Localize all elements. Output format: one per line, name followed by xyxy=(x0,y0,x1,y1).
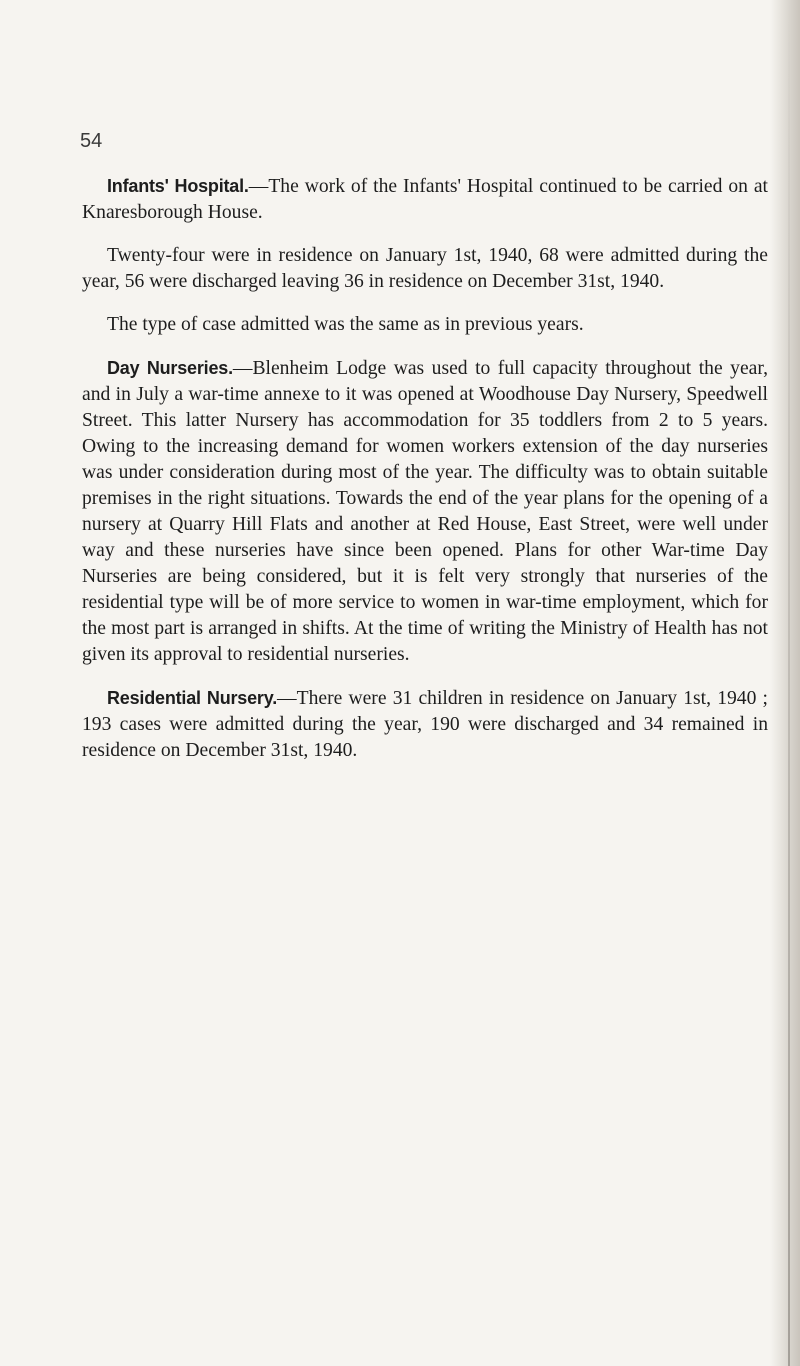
infants-hospital-heading: Infants' Hospital. xyxy=(107,176,249,196)
infants-hospital-paragraph xyxy=(82,173,768,226)
day-nurseries-paragraph xyxy=(82,355,768,668)
day-nurseries-heading: Day Nurseries. xyxy=(107,358,233,378)
page-edge-line xyxy=(788,0,790,1366)
infants-hospital-text: —The work of the Infants' Hospital continued to be carried on at Knaresborough House. xyxy=(82,176,768,223)
residential-nursery-heading: Residential Nursery. xyxy=(107,688,278,708)
infants-hospital-residence-paragraph: Twenty-four were in residence on January 1st, 1940, 68 were admitted during the year, 56 were discharged leaving 36 in residence on December 31st, 1940. xyxy=(82,245,768,292)
residential-nursery-text: —There were 31 children in residence on January 1st, 1940 ; 193 cases were admitted during the year, 190 were discharged and 34 remained in residence on December 31st, 1940. xyxy=(82,688,769,761)
page-edge-shadow xyxy=(770,0,800,1366)
document-body xyxy=(82,173,768,781)
residential-nursery-paragraph xyxy=(82,685,768,764)
day-nurseries-text: —Blenheim Lodge was used to full capacity throughout the year, and in July a war-time annexe to it was opened at Woodhouse Day Nursery, Speedwell Street. This latter Nursery has accommodation for 35 toddlers from 2 to 5 years. Owing to the increasing demand for women workers extension of the day nurseries was under consideration during most of the year. The difficulty was to obtain suitable premises in the right situations. Towards the end of the year plans for the opening of a nursery at Quarry Hill Flats and another at Red House, East Street, were well under way and these nurseries have since been opened. Plans for other War-time Day Nurseries are being considered, but it is felt very strongly that nurseries of the residential type will be of more service to women in war-time employment, which for the most part is arranged in shifts. At the time of writing the Ministry of Health has not given its approval to residential nurseries. xyxy=(82,358,768,665)
infants-hospital-case-type-paragraph: The type of case admitted was the same as in previous years. xyxy=(107,314,584,335)
page-number: 54 xyxy=(80,130,103,152)
